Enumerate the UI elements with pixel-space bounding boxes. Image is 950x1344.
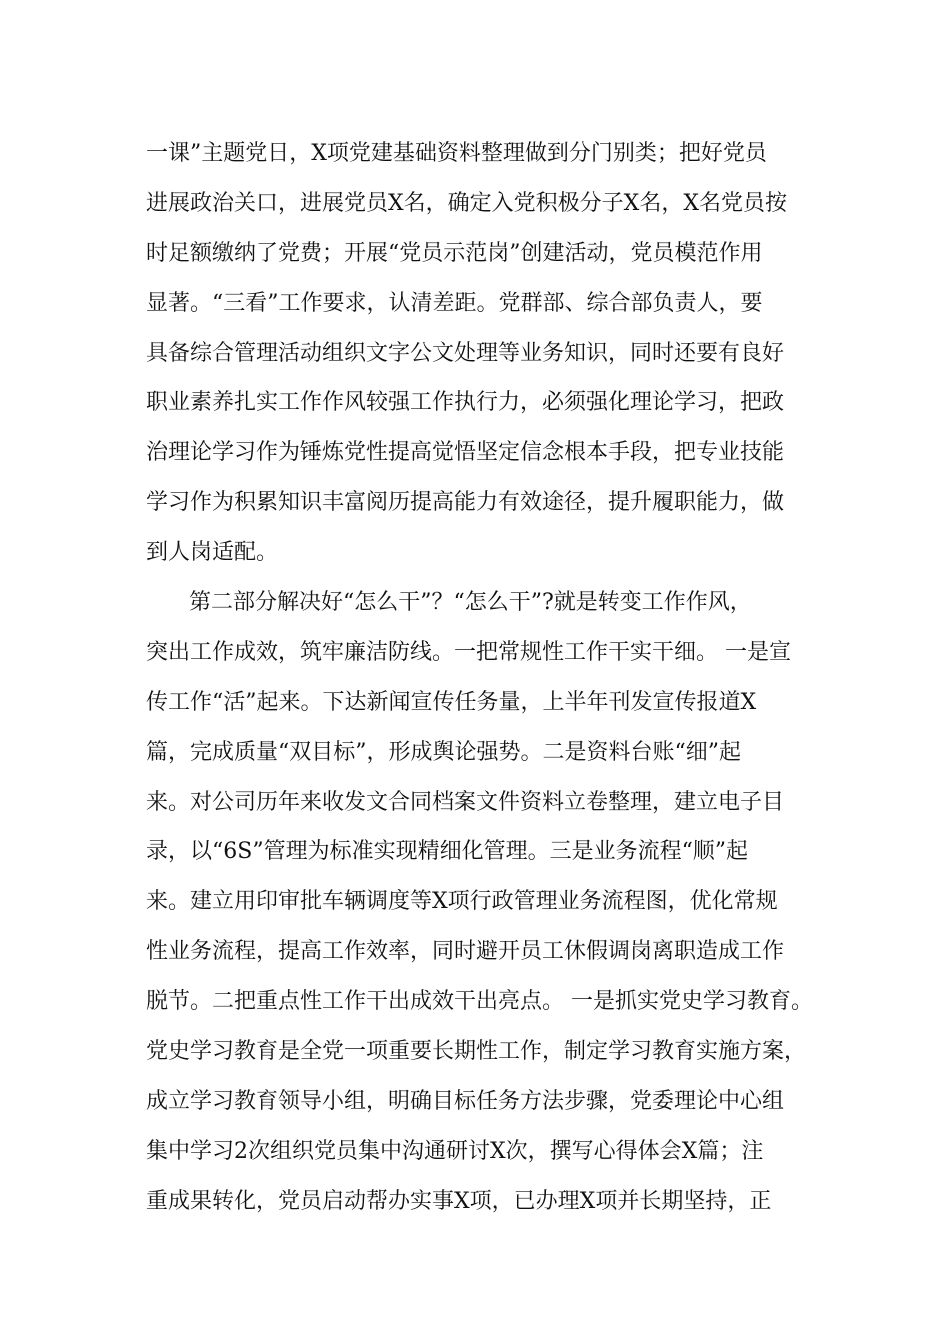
text-line: 到人岗适配。 xyxy=(146,540,279,566)
text-line: 显著。“三看”工作要求，认清差距。党群部、综合部负责人，要 xyxy=(146,290,763,316)
paragraph-start-line: 第二部分解决好“怎么干”？“怎么干”?就是转变工作作风， xyxy=(189,590,752,616)
text-line: 性业务流程，提高工作效率，同时避开员工休假调岗离职造成工作 xyxy=(146,939,785,965)
text-line: 脱节。二把重点性工作干出成效干出亮点。 一是抓实党史学习教育。 xyxy=(146,989,813,1015)
body-text xyxy=(146,129,836,1227)
text-line: 篇，完成质量“双目标”，形成舆论强势。二是资料台账“细”起 xyxy=(146,739,741,765)
text-line: 学习作为积累知识丰富阅历提高能力有效途径，提升履职能力，做 xyxy=(146,490,785,516)
text-line: 传工作“活”起来。下达新闻宣传任务量，上半年刊发宣传报道X xyxy=(146,689,757,715)
text-line: 重成果转化，党员启动帮办实事X项，已办理X项并长期坚持，正 xyxy=(146,1188,772,1214)
text-line: 集中学习2次组织党员集中沟通研讨X次，撰写心得体会X篇；注 xyxy=(146,1138,764,1164)
text-line: 突出工作成效，筑牢廉洁防线。一把常规性工作干实干细。 一是宣 xyxy=(146,639,791,665)
text-line: 治理论学习作为锤炼党性提高觉悟坚定信念根本手段，把专业技能 xyxy=(146,440,785,466)
text-line: 具备综合管理活动组织文字公文处理等业务知识，同时还要有良好 xyxy=(146,340,785,366)
text-line: 录，以“6S”管理为标准实现精细化管理。三是业务流程“顺”起 xyxy=(146,839,749,865)
text-line: 时足额缴纳了党费；开展“党员示范岗”创建活动，党员模范作用 xyxy=(146,240,763,266)
text-line: 进展政治关口，进展党员X名，确定入党积极分子X名，X名党员按 xyxy=(146,190,787,216)
text-line: 职业素养扎实工作作风较强工作执行力，必须强化理论学习，把政 xyxy=(146,390,785,416)
text-line: 党史学习教育是全党一项重要长期性工作，制定学习教育实施方案， xyxy=(146,1039,807,1065)
text-line: 一课”主题党日，X项党建基础资料整理做到分门别类；把好党员 xyxy=(146,141,767,166)
text-line: 成立学习教育领导小组，明确目标任务方法步骤，党委理论中心组 xyxy=(146,1088,785,1114)
text-line: 来。对公司历年来收发文合同档案文件资料立卷整理，建立电子目 xyxy=(146,789,785,815)
text-line: 来。建立用印审批车辆调度等X项行政管理业务流程图，优化常规 xyxy=(146,889,778,915)
